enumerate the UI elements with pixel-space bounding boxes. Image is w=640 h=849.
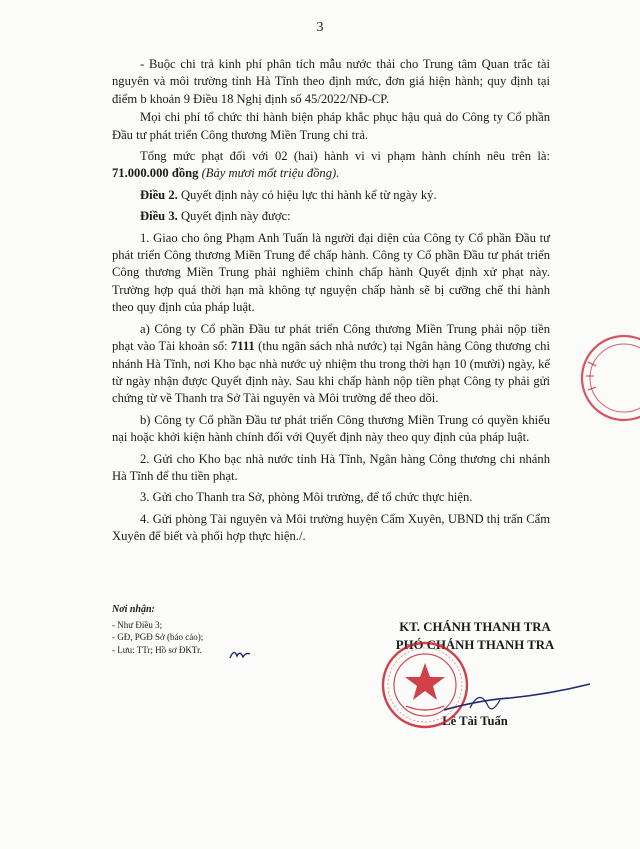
- article-2-text: Quyết định này có hiệu lực thi hành kể từ ngày ký.: [180, 187, 437, 202]
- item-4: 4. Gửi phòng Tài nguyên và Môi trường huyện Cẩm Xuyên, UBND thị trấn Cẩm Xuyên để biết và phối hợp thực hiện./.: [112, 511, 550, 544]
- signer-name: Lê Tài Tuấn: [442, 714, 508, 728]
- signature-stroke: [440, 670, 600, 720]
- paragraph-total-fine: [112, 148, 550, 183]
- article-2-label: Điều 2.: [140, 187, 178, 202]
- recipient-item: - Như Điều 3;: [112, 619, 163, 630]
- page-number: 3: [316, 20, 324, 35]
- item-a: [112, 321, 550, 408]
- item-3: 3. Gửi cho Thanh tra Sở, phòng Môi trường, để tổ chức thực hiện.: [140, 490, 473, 505]
- item-a-text-2: (thu ngân sách nhà nước) tại Ngân hàng Công thương chi nhánh Hà Tĩnh, nơi Kho bạc nhà nước uỷ nhiệm thu trong thời hạn 10 (mười) ngày, kể từ ngày nhận được Quyết định này. Sau khi chấp hành nộp tiền phạt Công ty phải gửi chứng từ về Thanh tra Sở Tài nguyên và Môi trường để theo dõi.: [112, 339, 550, 406]
- recipient-item: - Lưu: TTr; Hồ sơ ĐKTr.: [112, 644, 202, 655]
- article-3: [112, 208, 550, 225]
- signature-title-1: KT. CHÁNH THANH TRA: [399, 620, 551, 634]
- total-fine-words: (Bảy mươi mốt triệu đồng).: [201, 166, 340, 181]
- article-2: [112, 187, 550, 204]
- recipient-item: - GĐ, PGĐ Sở (báo cáo);: [112, 632, 204, 642]
- signature-title-2: PHÓ CHÁNH THANH TRA: [395, 638, 555, 652]
- initials-mark: [228, 646, 252, 662]
- item-a-text-1: a) Công ty Cổ phần Đầu tư phát triển Công thương Miền Trung phải nộp tiền phạt vào Tài khoản số:: [112, 321, 550, 354]
- article-3-text: Quyết định này được:: [180, 209, 291, 224]
- recipients-block: [112, 604, 322, 656]
- recipients-title: Nơi nhận:: [112, 604, 155, 615]
- account-number: 7111: [230, 339, 255, 354]
- item-b: b) Công ty Cổ phần Đầu tư phát triển Công thương Miền Trung có quyền khiếu nại hoặc khởi kiện hành chính đối với Quyết định này theo quy định của pháp luật.: [112, 412, 550, 445]
- total-fine-amount: 71.000.000 đồng: [112, 166, 199, 181]
- item-1: 1. Giao cho ông Phạm Anh Tuấn là người đại diện của Công ty Cổ phần Đầu tư phát triển Công thương Miền Trung để chấp hành. Công ty Cổ phần Đầu tư phát triển Công thương Miền Trung phải nghiêm chỉnh chấp hành Quyết định xử phạt này. Trường hợp quá thời hạn mà không tự nguyện chấp hành sẽ bị cưỡng chế thi hành theo quy định của pháp luật.: [112, 230, 550, 315]
- paragraph-costs: Mọi chi phí tổ chức thi hành biện pháp khắc phục hậu quả do Công ty Cổ phần Đầu tư phát triển Công thương Miền Trung chi trả.: [112, 110, 550, 142]
- article-3-label: Điều 3.: [140, 209, 178, 224]
- document-body: [112, 56, 550, 550]
- item-2: 2. Gửi cho Kho bạc nhà nước tỉnh Hà Tĩnh, Ngân hàng Công thương chi nhánh Hà Tĩnh để thu tiền phạt.: [112, 451, 550, 483]
- total-fine-text: Tổng mức phạt đối với 02 (hai) hành vi vi phạm hành chính nêu trên là:: [140, 149, 550, 164]
- edge-stamp-icon: [574, 332, 640, 424]
- paragraph-remedy-cost: - Buộc chi trả kinh phí phân tích mẫu nước thải cho Trung tâm Quan trắc tài nguyên và môi trường tỉnh Hà Tĩnh theo định mức, đơn giá hiện hành; quy định tại điểm b khoản 9 Điều 18 Nghị định số 45/2022/NĐ-CP.: [112, 57, 550, 106]
